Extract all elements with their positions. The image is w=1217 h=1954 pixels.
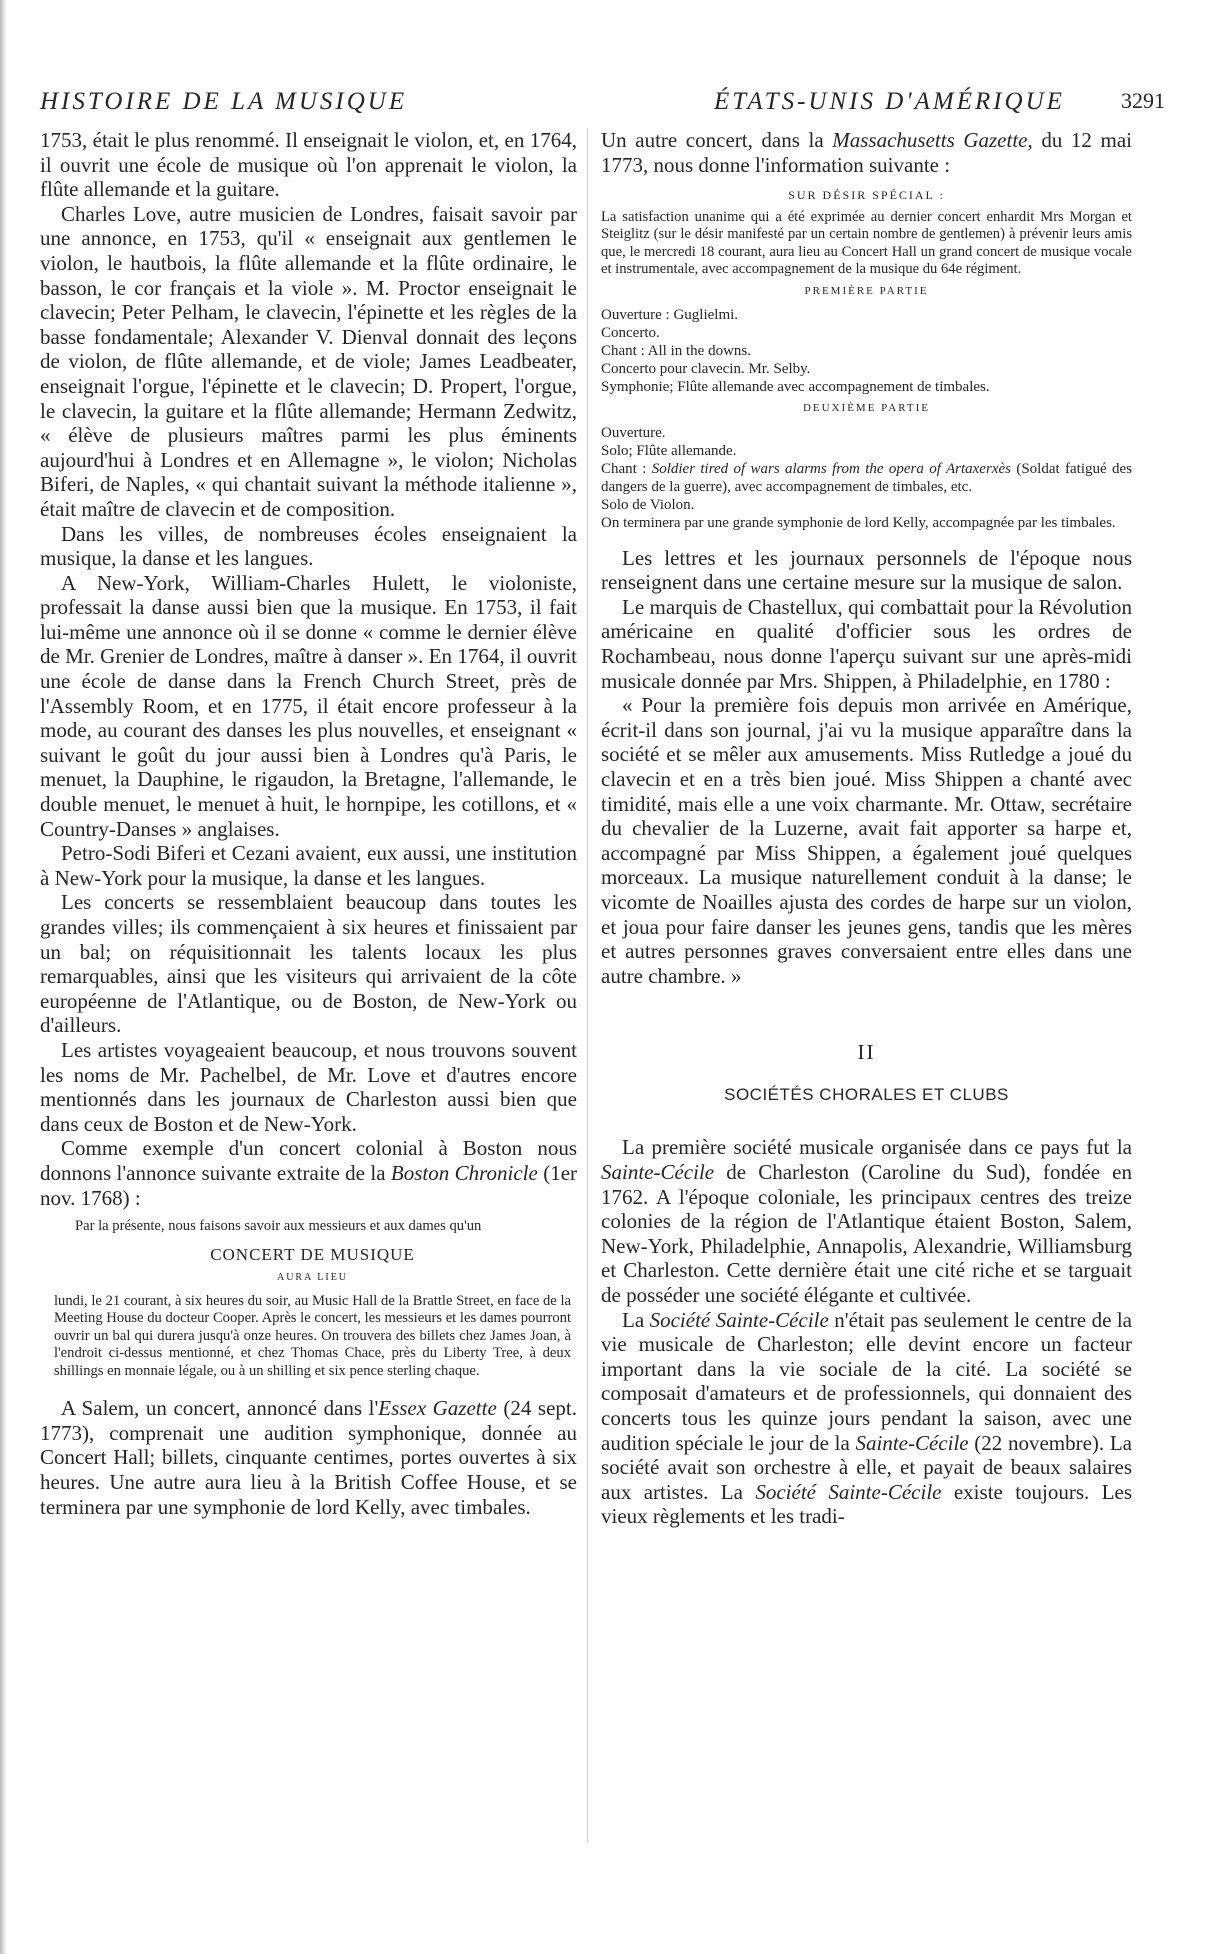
paragraph [601, 128, 1132, 177]
concert-heading: CONCERT DE MUSIQUE [210, 1244, 415, 1264]
text-run: existe toujours. Les vieux règlements et les tradi- [601, 1479, 1133, 1529]
song-title: Soldier tired of wars alarms from the opera of Artaxerxès [651, 460, 1011, 477]
society-name: Sainte-Cécile [601, 1159, 715, 1184]
program-item: Concerto pour clavecin. Mr. Selby. [601, 361, 811, 378]
text-run: Comme exemple d'un concert colonial à Boston nous donnons l'annonce suivante extraite de la [40, 1136, 577, 1185]
text-run: A Salem, un concert, annoncé dans l' [61, 1396, 379, 1421]
text-run: Chant : [601, 460, 652, 477]
society-name: Sainte-Cécile [855, 1430, 969, 1455]
text-run: La première société musicale organisée dans ce pays fut la [622, 1135, 1132, 1160]
header-left-title: HISTOIRE DE LA MUSIQUE [40, 88, 408, 115]
left-column [40, 128, 577, 1519]
boston-concert-announcement [54, 1218, 571, 1380]
running-header [40, 88, 1165, 122]
paragraph: Petro-Sodi Biferi et Cezani avaient, eux aussi, une institution à New-York pour la musique, la danse et les langues. [40, 841, 577, 890]
text-run: La [622, 1307, 650, 1332]
column-rule [587, 128, 588, 1843]
text-run: (22 novembre). La société avait son orchestre à elle, et payait de beaux salaires aux artistes. La [601, 1430, 1132, 1504]
program-item [601, 460, 1132, 496]
program-part-two-heading: DEUXIÈME PARTIE [802, 402, 930, 415]
right-column [601, 128, 1132, 1529]
text-run: (Soldat fatigué des dangers de la guerre), avec accompagnement de timbales, etc. [601, 460, 1132, 495]
society-name: Société Sainte-Cécile [649, 1307, 829, 1332]
paragraph: 1753, était le plus renommé. Il enseignait le violon, et, en 1764, il ouvrit une école de musique où l'on apprenait le violon, la flûte allemande et la guitare. [40, 128, 577, 202]
paragraph: Charles Love, autre musicien de Londres, faisait savoir par une annonce, en 1753, qu'il « enseignait aux gentlemen le violon, le hautbois, la flûte allemande et la flûte ordinaire, le basson, le cor français et la viole ». M. Proctor enseignait le clavecin; Peter Pelham, le clavecin, l'épinette et les règles de la basse fondamentale; Alexander V. Dienval donnait des leçons de violon, de flûte allemande, et de viole; James Leadbeater, enseignait l'orgue, l'épinette et le clavecin; D. Propert, l'orgue, le clavecin, la guitare et la flûte allemande; Hermann Zedwitz, « élève de plusieurs maîtres parmi les plus éminents aujourd'hui à Londres et en Allemagne », le violon; Nicholas Biferi, de Naples, « qui chantait suivant la méthode italienne », était maître de clavecin et de composition. [40, 201, 577, 521]
paragraph [40, 1136, 577, 1210]
society-name: Société Sainte-Cécile [755, 1479, 942, 1504]
paragraph: Le marquis de Chastellux, qui combattait pour la Révolution américaine en qualité d'officier sous les ordres de Rochambeau, nous donne l'aperçu suivant sur une après-midi musicale donnée par Mrs. Shippen, à Philadelphie, en 1780 : [601, 594, 1132, 693]
program-item: Ouverture. [601, 424, 666, 441]
quote-text: La satisfaction unanime qui a été exprimée au dernier concert enhardit Mrs Morgan et Steiglitz (sur le désir manifesté par un certain nombre de gentlemen) à prévenir leurs amis que, le mercredi 18 courant, aura lieu au Concert Hall un grand concert de musique vocale et instrumentale, avec accompagnement de la musique du 64e régiment. [601, 208, 1132, 278]
newspaper-title: Boston Chronicle [390, 1160, 538, 1185]
program-item: On terminera par une grande symphonie de lord Kelly, accompagnée par les timbales. [601, 514, 1116, 531]
program-part-one-heading: PREMIÈRE PARTIE [804, 284, 929, 297]
newspaper-title: Massachusetts Gazette [832, 128, 1028, 152]
quote-text: Par la présente, nous faisons savoir aux messieurs et aux dames qu'un [75, 1218, 482, 1235]
text-run: , du 12 mai 1773, nous donne l'information suivante : [601, 128, 1132, 177]
program-item: Ouverture : Guglielmi. [601, 307, 739, 324]
quote-text: lundi, le 21 courant, à six heures du soir, au Music Hall de la Brattle Street, en face de la Meeting House du docteur Cooper. Après le concert, les messieurs et les dames pourront ouvrir un bal qui durera jusqu'à onze heures. On trouvera des billets chez James Joan, à l'endroit ci-dessus mentionné, et chez Thomas Chace, près du Liberty Tree, à deux shillings en monnaie légale, ou à un shilling et six pence sterling chaque. [54, 1292, 571, 1379]
page-number: 3291 [1121, 88, 1165, 113]
newspaper-title: Essex Gazette [378, 1396, 497, 1421]
paragraph: Les artistes voyageaient beaucoup, et nous trouvons souvent les noms de Mr. Pachelbel, de Mr. Love et d'autres encore mentionnés dans les journaux de Charleston aussi bien que dans ceux de Boston et de New-York. [40, 1037, 577, 1136]
paragraph: Les concerts se ressemblaient beaucoup dans toutes les grandes villes; ils commençaient à six heures et finissaient par un bal; on réquisitionnait les talents locaux les plus remarquables, ainsi que les visiteurs qui arrivaient de la côte européenne de l'Atlantique, ou de Boston, de New-York ou d'ailleurs. [40, 890, 577, 1038]
text-run: de Charleston (Caroline du Sud), fondée en 1762. A l'époque coloniale, les principaux centres des treize colonies de la région de l'Atlantique étaient Boston, Salem, New-York, Philadelphie, Annapolis, Alexandrie, Williamsburg et Charleston. Cette dernière était une cité riche et se targuait de posséder une société élégante et cultivée. [601, 1159, 1132, 1307]
program-item: Solo; Flûte allemande. [601, 442, 737, 459]
paragraph [601, 1308, 1132, 1529]
paragraph [40, 1396, 577, 1519]
text-run: Un autre concert, dans la [601, 128, 833, 152]
program-item: Symphonie; Flûte allemande avec accompagnement de timbales. [601, 379, 990, 396]
massachusetts-concert-announcement [601, 187, 1132, 532]
paragraph: « Pour la première fois depuis mon arrivée en Amérique, écrit-il dans son journal, j'ai vu la musique apparaître dans la société et se mêler aux amusements. Miss Rutledge a joué du clavecin et en a très bien joué. Miss Shippen a chanté avec timidité, mais elle a une voix charmante. Mr. Ottaw, secrétaire du chevalier de la Luzerne, avait fait apporter sa harpe et, accompagné par Miss Shippen, a également joué quelques morceaux. La musique naturellement conduit à la danse; le vicomte de Noailles ajusta des cordes de harpe sur un violon, et joua pour faire danser les jeunes gens, tandis que les mères et autres personnes graves conversaient entre elles dans une autre chambre. » [601, 693, 1132, 988]
page-edge-shadow [0, 0, 7, 1954]
section-title: SOCIÉTÉS CHORALES ET CLUBS [724, 1085, 1009, 1105]
text-run: (24 sept. 1773), comprenait une audition symphonique, donnée au Concert Hall; billets, cinquante centimes, portes ouvertes à six heures. Une autre aura lieu à la British Coffee House, et se terminera par une symphonie de lord Kelly, avec timbales. [40, 1396, 577, 1519]
text-run: n'était pas seulement le centre de la vie musicale de Charleston; elle devint encore un facteur important dans la vie sociale de la cité. La société se composait d'amateurs et de professionnels, qui donnaient des concerts tous les quinze jours pendant la saison, avec une audition spéciale le jour de la [601, 1307, 1132, 1455]
paragraph [601, 1135, 1132, 1307]
program-item: Chant : All in the downs. [601, 343, 751, 360]
program-item: Concerto. [601, 325, 660, 342]
special-request-heading: SUR DÉSIR SPÉCIAL : [788, 188, 945, 203]
program-item: Solo de Violon. [601, 496, 695, 513]
section-number: II [857, 1040, 876, 1065]
paragraph: Dans les villes, de nombreuses écoles enseignaient la musique, la danse et les langues. [40, 521, 577, 571]
paragraph: Les lettres et les journaux personnels de l'époque nous renseignent dans une certaine mesure sur la musique de salon. [601, 545, 1132, 595]
concert-subheading: AURA LIEU [276, 1272, 349, 1284]
text-run: (1er nov. 1768) : [40, 1160, 578, 1210]
paragraph: A New-York, William-Charles Hulett, le violoniste, professait la danse aussi bien que la musique. En 1753, il fait lui-même une annonce où il se donne « comme le dernier élève de Mr. Grenier de Londres, maître à danser ». En 1764, il ouvrit une école de danse dans la French Church Street, près de l'Assembly Room, et en 1775, il était encore professeur à la mode, au courant des danses les plus nouvelles, et enseignant « suivant le goût du jour aussi bien à Londres qu'à Paris, le menuet, la Dauphine, le rigaudon, la Bretagne, l'allemande, le double menuet, le menuet à huit, le hornpipe, les cotillons, et « Country-Danses » anglaises. [40, 570, 577, 841]
header-right-title: ÉTATS-UNIS D'AMÉRIQUE [714, 88, 1065, 115]
